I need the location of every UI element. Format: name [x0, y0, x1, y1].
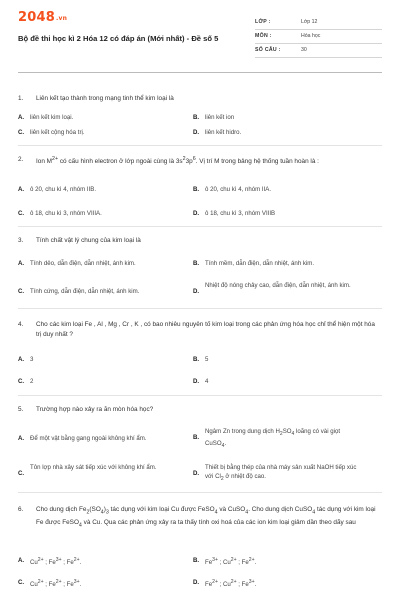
option-text: Để một vật bằng gang ngoài không khí ẩm.: [30, 435, 147, 442]
option-letter: A.: [18, 186, 25, 193]
option-text: 5: [205, 356, 209, 363]
meta-row-subject: [255, 30, 382, 44]
question-text: Tính chất vật lý chung của kim loại là: [36, 237, 141, 244]
meta-value: Lớp 12: [301, 19, 318, 25]
option-text: Tôn lợp nhà xây sát tiếp xúc với không khí ẩm.: [30, 464, 157, 471]
option-letter: C.: [18, 378, 25, 385]
question-text: Trường hợp nào xảy ra ăn mòn hóa học?: [36, 406, 154, 413]
option-letter: A.: [18, 356, 25, 363]
option-letter: C.: [18, 210, 25, 217]
option-text: 3: [30, 356, 34, 363]
option-text: 4: [205, 378, 209, 385]
meta-row-count: [255, 44, 382, 58]
option-text: $Fe^{3+}$ ; $Cu^{2+}$ ; $Fe^{2+}$.: [205, 557, 257, 567]
option-text: ô 20, chu kì 4, nhóm IIA.: [205, 186, 272, 193]
option-text: ô 18, chu kì 3, nhóm VIIIA.: [30, 210, 102, 217]
option-letter: D.: [193, 378, 200, 385]
option-letter: A.: [18, 557, 25, 564]
option-letter: C.: [18, 470, 25, 477]
meta-label: LỚP :: [255, 19, 271, 25]
question-number: 5.: [18, 406, 24, 413]
site-logo[interactable]: [18, 10, 67, 25]
option-letter: B.: [193, 434, 200, 441]
question-text: Cho dung dịch $Fe_2(SO_4)_3$ tác dụng với kim loại Cu được FeSO$_4$ và CuSO$_4$. Cho dung dịch CuSO$_4$ tác dụng với kim loại Fe được FeSO$_4$ và Cu. Qua các phản ứng xảy ra ta thấy tính oxi hoá của các ion kim loại giảm dần theo dãy sau: [36, 506, 376, 529]
meta-label: MÔN :: [255, 33, 272, 39]
question-number: 6.: [18, 506, 24, 513]
option-text: ô 18, chu kì 3, nhóm VIIIB: [205, 210, 276, 217]
option-text: $Cu^{2+}$ ; $Fe^{2+}$ ; $Fe^{3+}$.: [30, 579, 82, 589]
question-separator: [18, 395, 382, 396]
question-separator: [18, 226, 382, 227]
option-letter: B.: [193, 186, 200, 193]
option-letter: C.: [18, 579, 25, 586]
option-text: Ngâm Zn trong dung dịch $H_2SO_4$ loãng có vài giọt CuSO$_4$.: [205, 428, 341, 450]
question-number: 2.: [18, 156, 24, 163]
question-separator: [18, 145, 382, 146]
meta-value: 30: [301, 47, 307, 53]
option-text: Tính mềm, dẫn điện, dẫn nhiệt, ánh kim.: [205, 260, 315, 267]
option-letter: A.: [18, 114, 25, 121]
question-text: Ion $M^{2+}$ có cấu hình electron ở lớp ngoài cùng là $3s^23p^6$. Vị trí M trong bảng hệ thống tuần hoàn là :: [36, 156, 319, 166]
meta-row-class: [255, 16, 382, 30]
question-number: 3.: [18, 237, 24, 244]
option-letter: B.: [193, 356, 200, 363]
option-letter: D.: [193, 579, 200, 586]
question-number: 4.: [18, 321, 24, 328]
option-text: liên kết hidro.: [205, 129, 242, 136]
option-letter: D.: [193, 288, 200, 295]
question-separator: [18, 492, 382, 493]
question-text: Cho các kim loại Fe , Al , Mg , Cr , K , có bao nhiêu nguyên tố kim loại trong các phản ứng hóa học chỉ thể hiện một hóa trị duy nhất ?: [36, 321, 375, 338]
option-text: Tính cứng, dẫn điện, dẫn nhiệt, ánh kim.: [30, 288, 140, 295]
option-text: Nhiệt độ nóng chảy cao, dẫn điện, dẫn nhiệt, ánh kim.: [205, 282, 351, 289]
option-text: Tính dẻo, dẫn điện, dẫn nhiệt, ánh kim.: [30, 260, 136, 267]
meta-value: Hóa học: [301, 33, 321, 39]
logo-suffix: .vn: [55, 15, 68, 22]
option-text: liên kết cộng hóa trị.: [30, 129, 85, 136]
option-text: $Fe^{2+}$ ; $Cu^{2+}$ ; $Fe^{3+}$.: [205, 579, 257, 589]
option-letter: B.: [193, 114, 200, 121]
meta-label: SỐ CÂU :: [255, 47, 281, 53]
question-number: 1.: [18, 95, 24, 102]
option-letter: C.: [18, 129, 25, 136]
option-letter: A.: [18, 260, 25, 267]
logo-text: 2048: [18, 10, 55, 25]
option-text: $Cu^{2+}$ ; $Fe^{3+}$ ; $Fe^{2+}$.: [30, 557, 82, 567]
option-letter: D.: [193, 470, 200, 477]
option-letter: A.: [18, 435, 25, 442]
page-header: [18, 10, 382, 68]
page-title: Bộ đề thi học kì 2 Hóa 12 có đáp án (Mới nhất) - Đề số 5: [18, 34, 219, 43]
option-letter: B.: [193, 260, 200, 267]
option-letter: D.: [193, 210, 200, 217]
option-letter: C.: [18, 288, 25, 295]
exam-meta: [255, 16, 382, 58]
option-text: liên kết kim loại.: [30, 114, 74, 121]
option-letter: B.: [193, 557, 200, 564]
option-text: liên kết ion: [205, 114, 235, 121]
option-text: 2: [30, 378, 34, 385]
question-separator: [18, 308, 382, 309]
option-letter: D.: [193, 129, 200, 136]
option-text: Thiết bị bằng thép của nhà máy sản xuất NaOH tiếp xúc với $Cl_2$ ở nhiệt độ cao.: [205, 464, 357, 483]
header-divider: [18, 72, 382, 73]
option-text: ô 20, chu kì 4, nhóm IIB.: [30, 186, 97, 193]
question-text: Liên kết tạo thành trong mạng tinh thể kim loại là: [36, 95, 174, 102]
